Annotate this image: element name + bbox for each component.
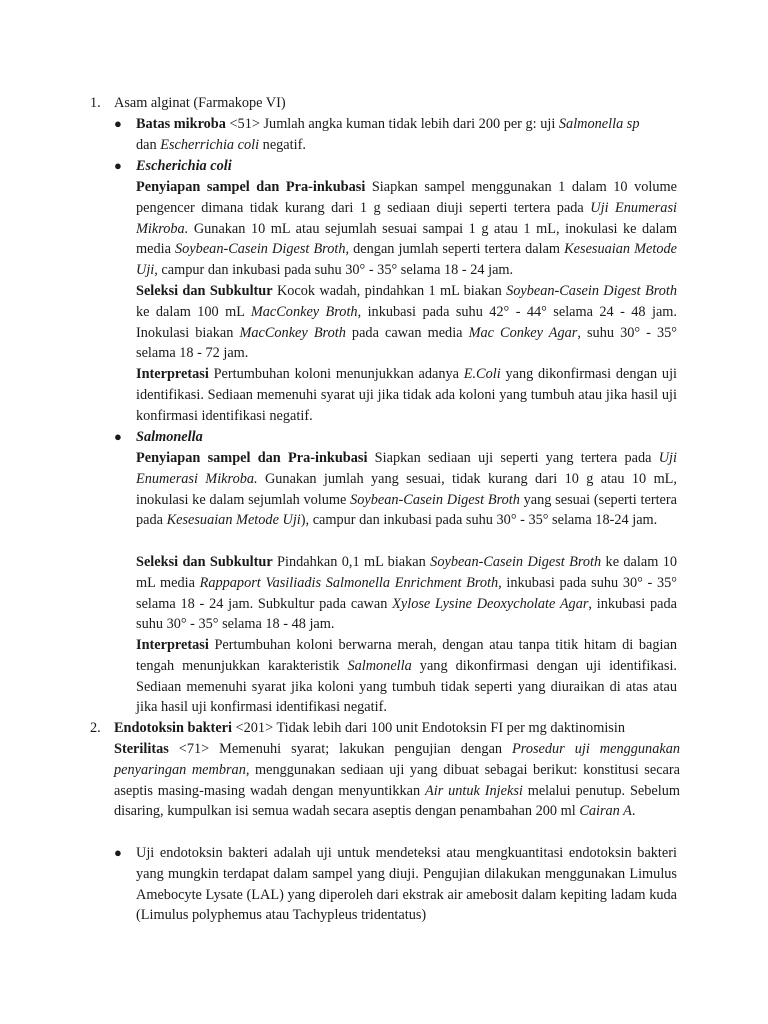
batas-label: Batas mikroba [136, 116, 226, 132]
bullet-icon: ● [114, 845, 122, 860]
salmonella-seleksi-paragraph: Seleksi dan Subkultur Pindahkan 0,1 mL biakan Soybean-Casein Digest Broth ke dalam 10 mL media Rappaport Vasiliadis Salmonella Enrichment Broth, inkubasi pada suhu 30° - 35° selama 18 - 24 jam. Subkultur pada cawan Xylose Lysine Deoxycholate Agar, inkubasi pada suhu 30° - 35° selama 18 - 48 jam. [136, 554, 678, 633]
list-number-2: 2. [90, 720, 101, 736]
sterilitas-paragraph: Sterilitas <71> Memenuhi syarat; lakukan pengujian dengan Prosedur uji menggunakan penyaringan membran, menggunakan sediaan uji yang dibuat sebagai berikut: konstitusi secara aseptis masing-masing wadah dengan menyuntikkan Air untuk Injeksi melalui penutup. Sebelum disaring, kumpulkan isi semua wadah secara aseptis dengan penambahan 200 ml Cairan A. [114, 741, 681, 820]
ecoli-heading: Escherichia coli [136, 158, 232, 174]
list-number-1: 1. [90, 95, 101, 111]
ecoli-interpretasi-paragraph: Interpretasi Pertumbuhan koloni menunjukkan adanya E.Coli yang dikonfirmasi dengan uji identifikasi. Sediaan memenuhi syarat uji jika tidak ada koloni yang tumbuh atau jika hasil uji konfirmasi identifikasi negatif. [136, 366, 678, 424]
bullet-icon: ● [114, 116, 122, 131]
item1-title: Asam alginat (Farmakope VI) [114, 95, 286, 111]
salmonella-prep-paragraph: Penyiapan sampel dan Pra-inkubasi Siapkan sediaan uji seperti yang tertera pada Uji Enumerasi Mikroba. Gunakan jumlah yang sesuai, tidak kurang dari 10 g atau 10 mL, inokulasi ke dalam sejumlah volume Soybean-Casein Digest Broth yang sesuai (seperti tertera pada Kesesuaian Metode Uji), campur dan inkubasi pada suhu 30° - 35° selama 18-24 jam. [136, 450, 678, 529]
batas-mikroba-paragraph: Batas mikroba <51> Jumlah angka kuman tidak lebih dari 200 per g: uji Salmonella sp dan Escherrichia coli negatif. [136, 116, 640, 153]
salmonella-heading: Salmonella [136, 429, 203, 445]
endotoksin-paragraph: Endotoksin bakteri <201> Tidak lebih dari 100 unit Endotoksin FI per mg daktinomisin [114, 720, 625, 736]
ecoli-seleksi-paragraph: Seleksi dan Subkultur Kocok wadah, pindahkan 1 mL biakan Soybean-Casein Digest Broth ke dalam 100 mL MacConkey Broth, inkubasi pada suhu 42° - 44° selama 24 - 48 jam. Inokulasi biakan MacConkey Broth pada cawan media Mac Conkey Agar, suhu 30° - 35° selama 18 - 72 jam. [136, 283, 678, 362]
bullet-icon: ● [114, 429, 122, 444]
salmonella-interpretasi-paragraph: Interpretasi Pertumbuhan koloni berwarna merah, dengan atau tanpa titik hitam di bagian tengah menunjukkan karakteristik Salmonella yang dikonfirmasi dengan uji identifikasi. Sediaan memenuhi syarat jika koloni yang tumbuh tidak seperti yang diuraikan di atas atau jika hasil uji konfirmasi identifikasi negatif. [136, 637, 677, 716]
ecoli-prep-paragraph: Penyiapan sampel dan Pra-inkubasi Siapkan sampel menggunakan 1 dalam 10 volume pengencer dimana tidak kurang dari 1 g sediaan diuji seperti tertera pada Uji Enumerasi Mikroba. Gunakan 10 mL atau sejumlah sesuai sampai 1 g atau 1 mL, inokulasi ke dalam media Soybean-Casein Digest Broth, dengan jumlah seperti tertera dalam Kesesuaian Metode Uji, campur dan inkubasi pada suhu 30° - 35° selama 18 - 24 jam. [136, 179, 678, 279]
bullet-icon: ● [114, 158, 122, 173]
endotoksin-bullet-paragraph: Uji endotoksin bakteri adalah uji untuk mendeteksi atau mengkuantitasi endotoksin bakteri yang mungkin terdapat dalam sampel yang diuji. Pengujian dilakukan menggunakan Limulus Amebocyte Lysate (LAL) yang diperoleh dari ekstrak air amebosit dalam kepiting ladam kuda (Limulus polyphemus atau Tachypleus tridentatus) [136, 845, 677, 924]
